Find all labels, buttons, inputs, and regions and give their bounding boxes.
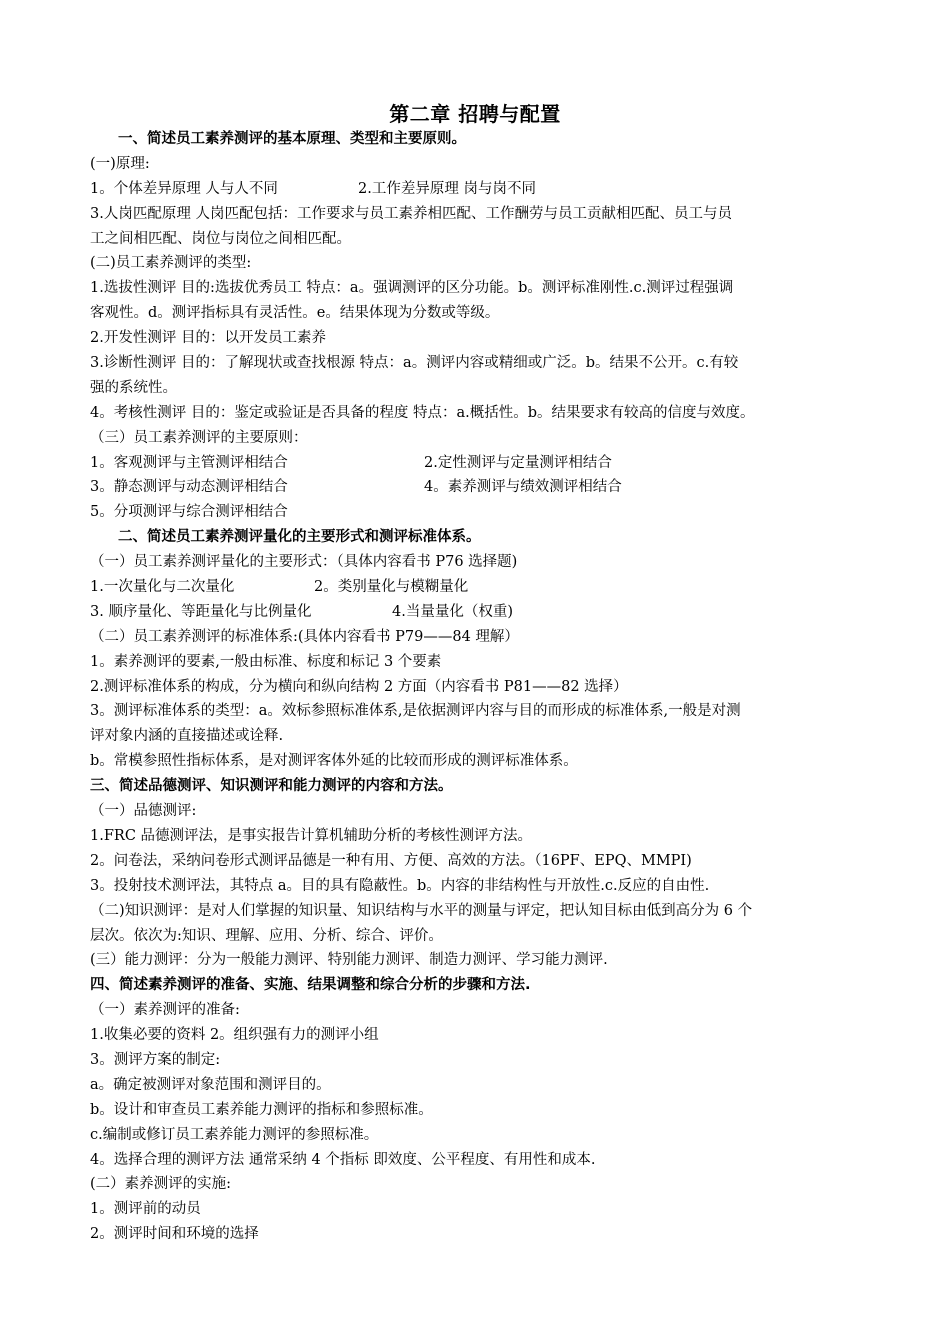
text-line: 3。测评方案的制定: xyxy=(90,1051,221,1068)
text-line: （一）品德测评: xyxy=(90,803,197,820)
text-line: 评对象内涵的直接描述或诠释. xyxy=(90,728,284,745)
section-heading: 三、简述品德测评、知识测评和能力测评的内容和方法。 xyxy=(90,778,453,795)
text-line: 1.收集必要的资料 2。组织强有力的测评小组 xyxy=(90,1027,379,1044)
text-line: b。常模参照性指标体系，是对测评客体外延的比较而形成的测评标准体系。 xyxy=(90,753,578,770)
text-line: 1.FRC 品德测评法，是事实报告计算机辅助分析的考核性测评方法。 xyxy=(90,827,533,844)
text-line: （二)知识测评：是对人们掌握的知识量、知识结构与水平的测量与评定，把认知目标由低到高分为 6 个 xyxy=(90,902,753,919)
line-column-left: 1.一次量化与二次量化 xyxy=(90,579,235,596)
text-line: 层次。依次为:知识、理解、应用、分析、综合、评价。 xyxy=(90,927,443,944)
section-heading: 四、简述素养测评的准备、实施、结果调整和综合分析的步骤和方法. xyxy=(90,977,531,994)
text-line: 1。素养测评的要素,一般由标准、标度和标记 3 个要素 xyxy=(90,653,442,670)
text-line: 3。投射技术测评法，其特点 a。目的具有隐蔽性。b。内容的非结构性与开放性.c.反应的自由性. xyxy=(90,877,710,894)
section-heading: 一、简述员工素养测评的基本原理、类型和主要原则。 xyxy=(118,131,466,147)
document-body xyxy=(90,127,865,1247)
text-line: （二）员工素养测评的标准体系:(具体内容看书 P79——84 理解） xyxy=(90,628,519,645)
text-line: 工之间相匹配、岗位与岗位之间相匹配。 xyxy=(90,230,351,247)
text-line: c.编制或修订员工素养能力测评的参照标准。 xyxy=(90,1126,379,1143)
text-line: (二)员工素养测评的类型: xyxy=(90,255,252,272)
text-line: 强的系统性。 xyxy=(90,379,177,396)
text-line: (二）素养测评的实施: xyxy=(90,1176,232,1193)
text-line: 2.开发性测评 目的：以开发员工素养 xyxy=(90,330,326,347)
text-line: 1.选拔性测评 目的:选拔优秀员工 特点：a。强调测评的区分功能。b。测评标准刚性.c.测评过程强调 xyxy=(90,280,734,297)
line-column-right: 2.定性测评与定量测评相结合 xyxy=(424,454,612,471)
text-line: 2.测评标准体系的构成，分为横向和纵向结构 2 方面（内容看书 P81——82 选择） xyxy=(90,678,628,695)
section-heading: 二、简述员工素养测评量化的主要形式和测评标准体系。 xyxy=(118,529,481,546)
line-column-right: 2。类别量化与模糊量化 xyxy=(314,579,469,596)
text-line: 4。选择合理的测评方法 通常采纳 4 个指标 即效度、公平程度、有用性和成本. xyxy=(90,1151,596,1168)
line-column-right: 2.工作差异原理 岗与岗不同 xyxy=(358,180,536,197)
text-line: (三）能力测评：分为一般能力测评、特别能力测评、制造力测评、学习能力测评. xyxy=(90,952,608,969)
line-column-right: 4.当量量化（权重) xyxy=(392,603,513,620)
chapter-title: 第二章 招聘与配置 xyxy=(389,102,561,126)
two-column-line xyxy=(90,575,865,600)
text-line: （三）员工素养测评的主要原则： xyxy=(90,429,308,446)
text-line: 2。问卷法，采纳问卷形式测评品德是一种有用、方便、高效的方法。（16PF、EPQ、MMPI) xyxy=(90,852,692,869)
text-line: 3。测评标准体系的类型：a。效标参照标准体系,是依据测评内容与目的而形成的标准体系,一般是对测 xyxy=(90,703,741,720)
text-line: 5。分项测评与综合测评相结合 xyxy=(90,504,288,521)
text-line: 2。测评时间和环境的选择 xyxy=(90,1226,259,1243)
text-line: 3.诊断性测评 目的：了解现状或查找根源 特点：a。测评内容或精细或广泛。b。结果不公开。c.有较 xyxy=(90,355,739,372)
text-line: 4。考核性测评 目的：鉴定或验证是否具备的程度 特点：a.概括性。b。结果要求有较高的信度与效度。 xyxy=(90,404,755,421)
two-column-line xyxy=(90,600,865,625)
text-line: （一）员工素养测评量化的主要形式：（具体内容看书 P76 选择题) xyxy=(90,554,518,571)
line-column-right: 4。素养测评与绩效测评相结合 xyxy=(424,479,622,496)
two-column-line xyxy=(90,177,865,202)
line-column-left: 1。个体差异原理 人与人不同 xyxy=(90,180,278,197)
text-line: 1。测评前的动员 xyxy=(90,1201,201,1218)
text-line: a。确定被测评对象范围和测评目的。 xyxy=(90,1076,331,1093)
text-line: （一）素养测评的准备: xyxy=(90,1002,240,1019)
line-column-left: 3。静态测评与动态测评相结合 xyxy=(90,479,288,496)
line-column-left: 3. 顺序量化、等距量化与比例量化 xyxy=(90,603,312,620)
two-column-line xyxy=(90,475,865,500)
text-line: 客观性。d。测评指标具有灵活性。e。结果体现为分数或等级。 xyxy=(90,305,500,322)
two-column-line xyxy=(90,451,865,476)
line-column-left: 1。客观测评与主管测评相结合 xyxy=(90,454,288,471)
text-line: 3.人岗匹配原理 人岗匹配包括：工作要求与员工素养相匹配、工作酬劳与员工贡献相匹配、员工与员 xyxy=(90,205,732,222)
text-line: b。设计和审查员工素养能力测评的指标和参照标准。 xyxy=(90,1101,433,1118)
text-line: (一)原理: xyxy=(90,155,150,172)
